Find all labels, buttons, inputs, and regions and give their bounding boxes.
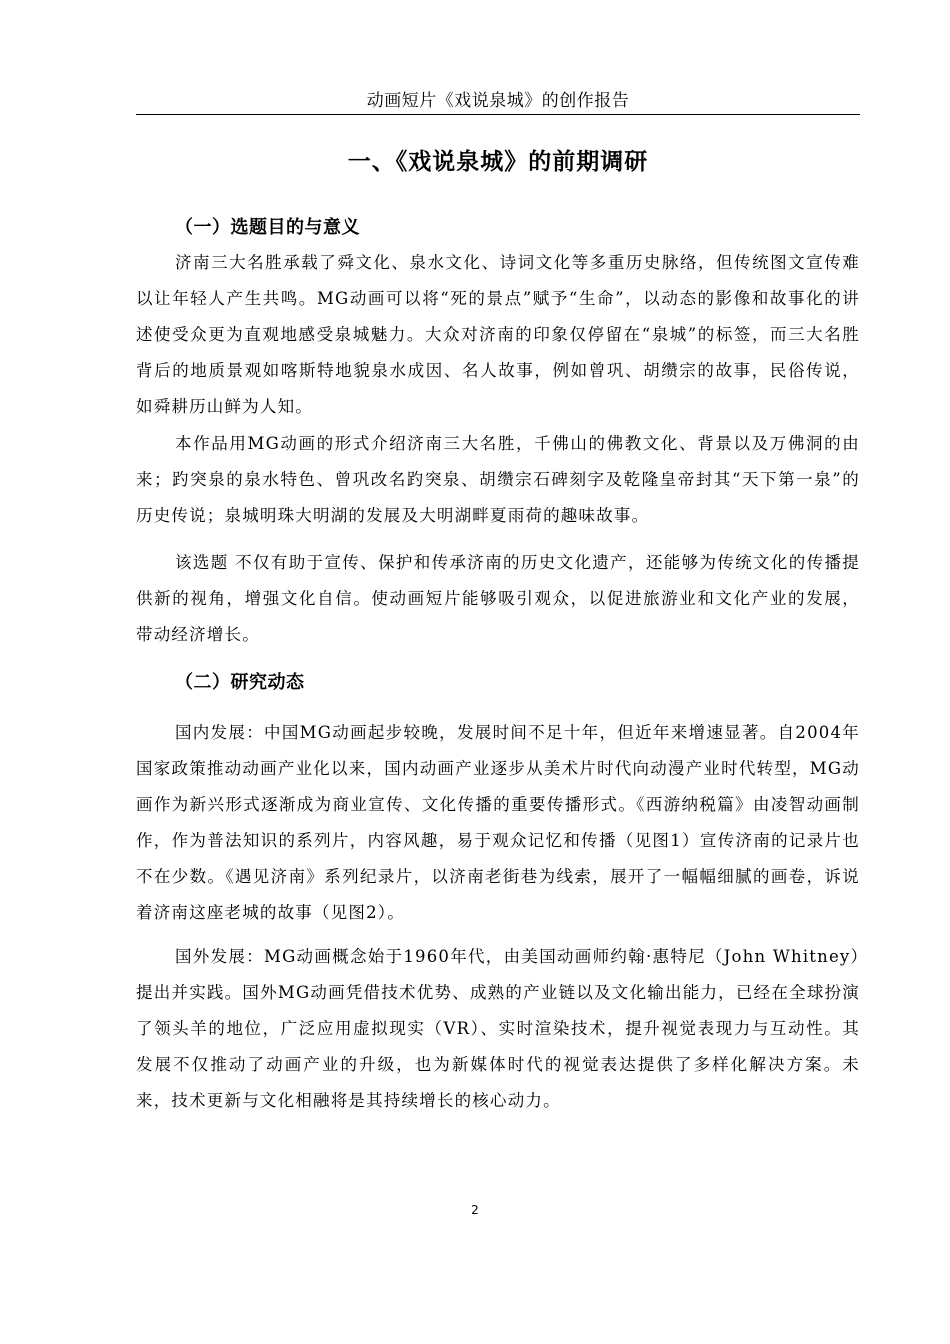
paragraph-domestic-development: 国内发展：中国MG动画起步较晚，发展时间不足十年，但近年来增速显著。自2004年国家政策推动动画产业化以来，国内动画产业逐步从美术片时代向动漫产业时代转型，MG动画作为新兴形式逐渐成为商业宣传、文化传播的重要传播形式。《西游纳税篇》由凌智动画制作，作为普法知识的系列片，内容风趣，易于观众记忆和传播（见图1）宣传济南的记录片也不在少数。《遇见济南》系列纪录片，以济南老街巷为线索，展开了一幅幅细腻的画卷，诉说着济南这座老城的故事（见图2）。 xyxy=(136,723,860,922)
paragraph-purpose-2: 本作品用MG动画的形式介绍济南三大名胜，千佛山的佛教文化、背景以及万佛洞的由来；趵突泉的泉水特色、曾巩改名趵突泉、胡缵宗石碑刻字及乾隆皇帝封其“天下第一泉”的历史传说；泉城明珠大明湖的发展及大明湖畔夏雨荷的趣味故事。 xyxy=(136,434,860,525)
paragraph-purpose-1: 济南三大名胜承载了舜文化、泉水文化、诗词文化等多重历史脉络，但传统图文宣传难以让年轻人产生共鸣。MG动画可以将“死的景点”赋予“生命”，以动态的影像和故事化的讲述使受众更为直观地感受泉城魅力。大众对济南的印象仅停留在“泉城”的标签，而三大名胜背后的地质景观如喀斯特地貌泉水成因、名人故事，例如曾巩、胡缵宗的故事，民俗传说，如舜耕历山鲜为人知。 xyxy=(136,253,860,416)
section-heading-purpose: （一）选题目的与意义 xyxy=(175,217,360,238)
running-header: 动画短片《戏说泉城》的创作报告 xyxy=(366,91,630,111)
chapter-title: 一、《戏说泉城》的前期调研 xyxy=(347,149,649,175)
paragraph-foreign-development: 国外发展：MG动画概念始于1960年代，由美国动画师约翰·惠特尼（John Whitney）提出并实践。国外MG动画凭借技术优势、成熟的产业链以及文化输出能力，已经在全球扮演了领头羊的地位，广泛应用虚拟现实（VR）、实时渲染技术，提升视觉表现力与互动性。其发展不仅推动了动画产业的升级，也为新媒体时代的视觉表达提供了多样化解决方案。未来，技术更新与文化相融将是其持续增长的核心动力。 xyxy=(136,947,860,1110)
section-heading-research-trends: （二）研究动态 xyxy=(175,672,305,693)
header-divider xyxy=(136,114,860,115)
page-number: 2 xyxy=(471,1203,479,1217)
paragraph-purpose-3: 该选题 不仅有助于宣传、保护和传承济南的历史文化遗产，还能够为传统文化的传播提供新的视角，增强文化自信。使动画短片能够吸引观众，以促进旅游业和文化产业的发展，带动经济增长。 xyxy=(136,553,860,644)
